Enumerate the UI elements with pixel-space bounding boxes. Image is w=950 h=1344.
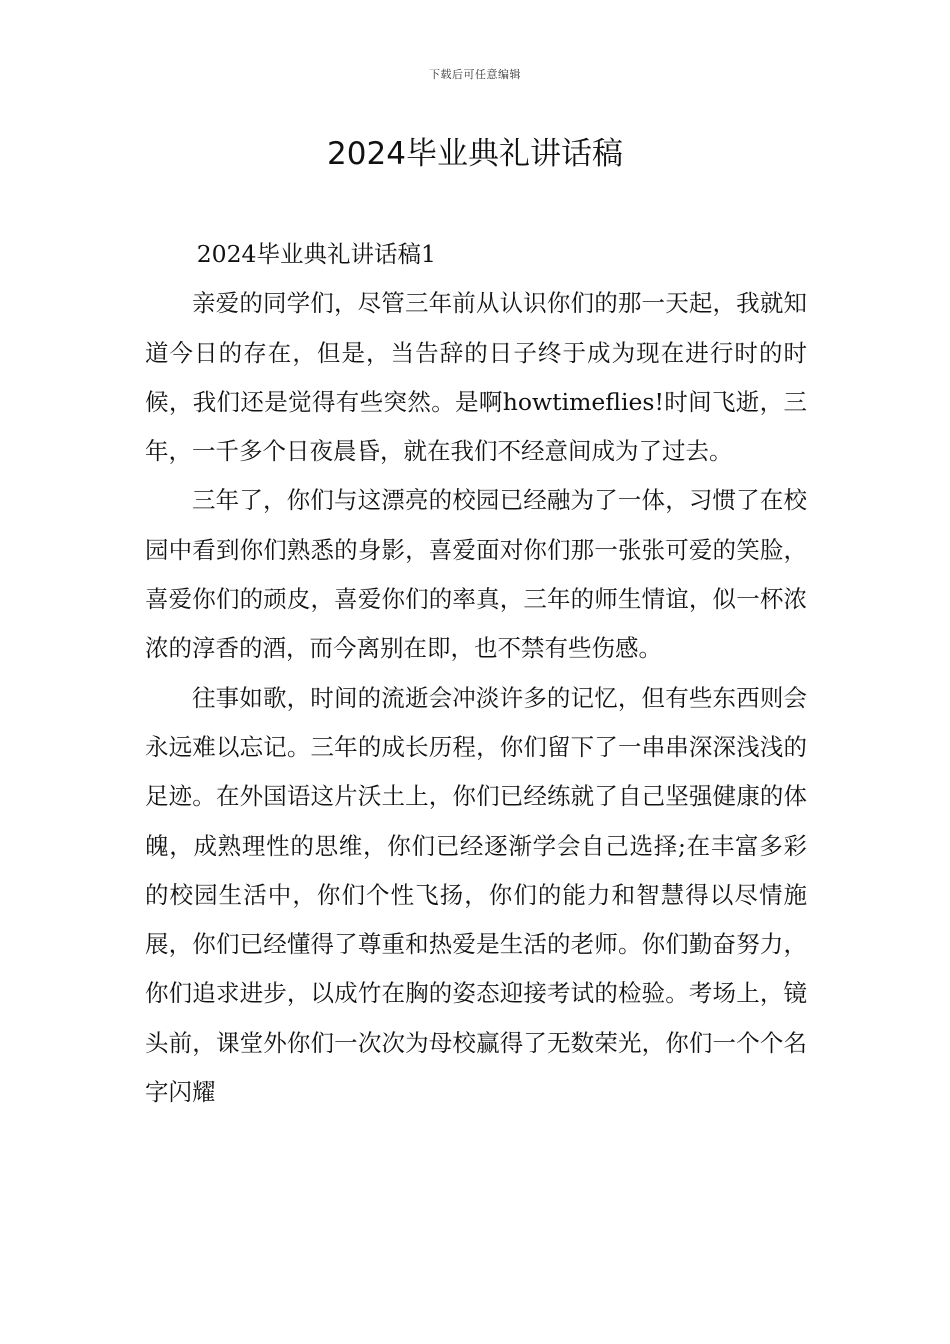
document-body [145, 230, 807, 1117]
document-title: 2024毕业典礼讲话稿 [327, 136, 623, 172]
paragraph: 亲爱的同学们，尽管三年前从认识你们的那一天起，我就知道今日的存在，但是，当告辞的日子终于成为现在进行时的时候，我们还是觉得有些突然。是啊howtimeflies!时间飞逝，三年，一千多个日夜晨昏，就在我们不经意间成为了过去。 [145, 289, 807, 466]
section-heading: 2024毕业典礼讲话稿1 [196, 240, 436, 268]
header-note: 下载后可任意编辑 [429, 68, 521, 81]
paragraph: 往事如歌，时间的流逝会冲淡许多的记忆，但有些东西则会永远难以忘记。三年的成长历程，你们留下了一串串深深浅浅的足迹。在外国语这片沃土上，你们已经练就了自己坚强健康的体魄，成熟理性的思维，你们已经逐渐学会自己选择;在丰富多彩的校园生活中，你们个性飞扬，你们的能力和智慧得以尽情施展，你们已经懂得了尊重和热爱是生活的老师。你们勤奋努力，你们追求进步，以成竹在胸的姿态迎接考试的检验。考场上，镜头前，课堂外你们一次次为母校赢得了无数荣光，你们一个个名字闪耀 [145, 683, 807, 1107]
paragraph: 三年了，你们与这漂亮的校园已经融为了一体，习惯了在校园中看到你们熟悉的身影，喜爱面对你们那一张张可爱的笑脸，喜爱你们的顽皮，喜爱你们的率真，三年的师生情谊，似一杯浓浓的淳香的酒，而今离别在即，也不禁有些伤感。 [145, 486, 807, 663]
